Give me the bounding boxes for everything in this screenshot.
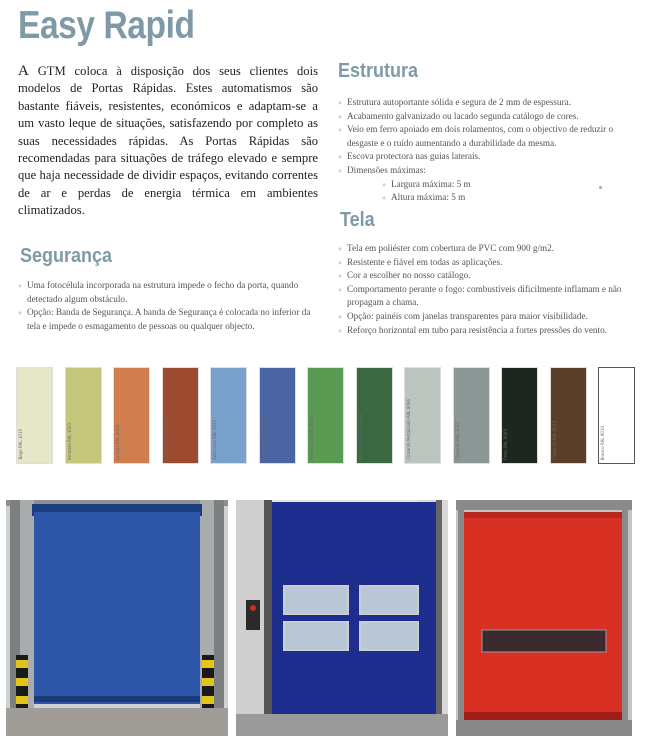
door-panel [34,512,200,704]
tela-heading: Tela [340,209,375,231]
intro-text: GTM coloca à disposição dos seus clientes dois modelos de Portas Rápidas. Estes automatismos são bastante fiáveis, resistentes, económicos e adaptam-se a um vasto leque de situações, satisfazendo por completo as suas necessidades rápidas. As Portas Rápidas são recomendadas para situações de tráfego elevado e sempre que haja necessidade de dividir espaços, evitando correntes de ar e perdas de energia térmica em ambientes climatizados. [18,64,318,218]
color-swatch-label: Azul escuro RAL 5010 [260,416,266,460]
color-swatch-label: Verde claro RAL 6018 [309,417,314,460]
navy-door-image [236,500,448,736]
color-swatch [404,367,441,464]
list-item: » Reforço horizontal em tubo para resistência a fortes pressões do vento. [338,324,623,338]
photo-blue-door [6,500,228,736]
seguranca-heading: Segurança [20,245,113,267]
list-item: » Comportamento perante o fogo: combustíveis dificilmente inflamam e não propagam a chama. [338,283,623,310]
page-title: Easy Rapid [18,4,195,47]
list-item: » Opção: painéis com janelas transparentes para maior visibilidade. [338,310,623,324]
seguranca-list [18,279,318,333]
color-swatch [453,367,490,464]
color-swatch-label: Cinzento RAL 7037 [454,422,460,460]
color-swatch-label: Verde escuro RAL 6026 [357,413,363,460]
intro-initial: A [18,63,29,79]
red-door-image [456,500,632,736]
color-swatch-label: Preto RAL 9005 [503,429,508,460]
color-swatch-label: Branco RAL 9010 [600,425,605,460]
color-swatch-label: Castanho RAL 8014 [551,420,557,460]
intro-paragraph [18,63,318,220]
list-item: » Estrutura autoportante sólida e segura de 2 mm de espessura. [338,96,623,110]
list-item: » Dimensões máximas: [338,164,623,178]
color-swatch [113,367,150,464]
list-item: » Resistente e fiável em todas as aplicações. [338,256,623,270]
color-swatch [65,367,102,464]
photo-navy-door [236,500,448,736]
door-panel [464,512,622,720]
estrutura-list [338,96,623,205]
blue-door-image [6,500,228,736]
decorative-dot [599,186,602,189]
color-swatch [598,367,635,464]
color-swatch-label: Cinzento Metalizado RAL 9006 [406,399,411,460]
color-swatch [550,367,587,464]
color-swatch [162,367,199,464]
list-item: » Acabamento galvanizado ou lacado segunda catálogo de cores. [338,110,623,124]
list-item: » Cor a escolher no nosso catálogo. [338,269,623,283]
color-swatch [501,367,538,464]
estrutura-heading: Estrutura [338,60,419,82]
color-swatch-label: Laranja RAL 2008 [115,424,120,460]
list-item: » Veio em ferro apoiado em dois rolamentos, com o objectivo de reduzir o desgaste e o ruído aumentando a durabilidade da mesma. [338,123,623,150]
list-subitem: » Largura máxima: 5 m [338,178,623,192]
color-swatch [307,367,344,464]
list-item: » Uma fotocélula incorporada na estrutura impede o fecho da porta, quando detectado algum obstáculo. [18,279,318,306]
color-swatch [16,367,53,464]
color-swatch-label: Amarelo RAL 1003 [66,423,72,460]
list-item: » Escova protectora nas guias laterais. [338,150,623,164]
color-swatch [210,367,247,464]
color-swatches [16,367,638,467]
photo-red-door [456,500,632,736]
color-swatch [356,367,393,464]
color-swatch-label: Bege RAL 1015 [18,429,23,460]
list-item: » Tela em poliéster com cobertura de PVC com 900 g/m2. [338,242,623,256]
color-swatch-label: Vermelho RAL 3002 [163,420,169,460]
list-item: » Opção: Banda de Segurança. A banda de Segurança é colocada no inferior da tela e impede o esmagamento de pessoas ou qualquer objecto. [18,306,318,333]
tela-list [338,242,623,337]
list-subitem: » Altura máxima: 5 m [338,191,623,205]
color-swatch-label: Azul claro RAL 5015 [212,420,217,460]
color-swatch [259,367,296,464]
